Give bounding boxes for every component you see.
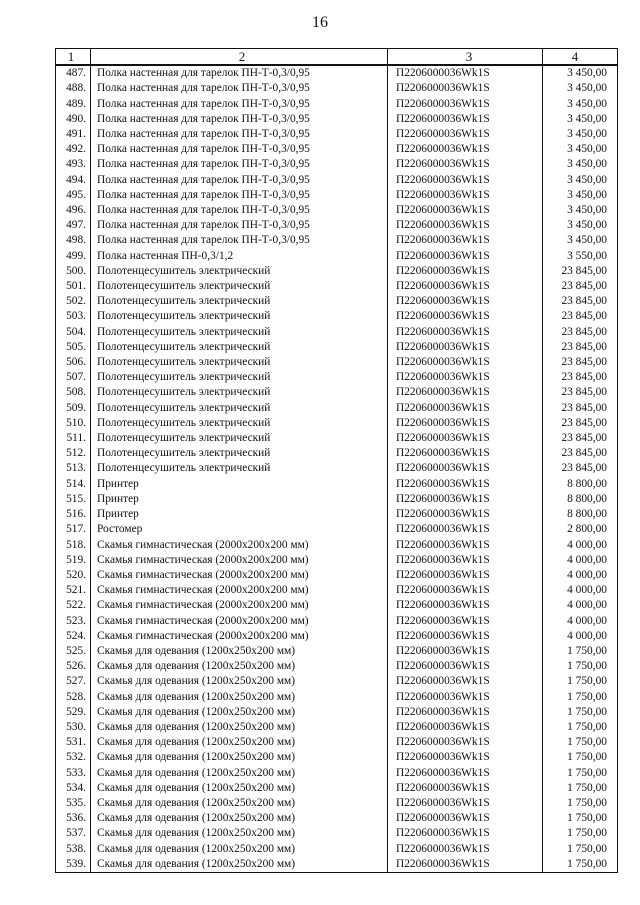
item-name: Полотенцесушитель электрический bbox=[91, 370, 388, 385]
inventory-code: П2206000036Wk1S bbox=[388, 279, 543, 294]
item-name: Полка настенная для тарелок ПН-Т-0,3/0,95 bbox=[91, 218, 388, 233]
table-row bbox=[56, 811, 618, 826]
table-row bbox=[56, 65, 618, 81]
inventory-code: П2206000036Wk1S bbox=[388, 659, 543, 674]
table-row bbox=[56, 309, 618, 324]
item-price: 23 845,00 bbox=[543, 279, 618, 294]
inventory-code: П2206000036Wk1S bbox=[388, 249, 543, 264]
item-price: 23 845,00 bbox=[543, 340, 618, 355]
inventory-code: П2206000036Wk1S bbox=[388, 750, 543, 765]
item-name: Полотенцесушитель электрический bbox=[91, 325, 388, 340]
item-name: Полка настенная для тарелок ПН-Т-0,3/0,95 bbox=[91, 142, 388, 157]
table-row bbox=[56, 766, 618, 781]
row-number: 519. bbox=[56, 553, 91, 568]
row-number: 534. bbox=[56, 781, 91, 796]
item-name: Полка настенная для тарелок ПН-Т-0,3/0,95 bbox=[91, 157, 388, 172]
row-number: 524. bbox=[56, 629, 91, 644]
table-row bbox=[56, 233, 618, 248]
row-number: 516. bbox=[56, 507, 91, 522]
row-number: 521. bbox=[56, 583, 91, 598]
item-name: Скамья для одевания (1200х250х200 мм) bbox=[91, 690, 388, 705]
item-name: Полка настенная для тарелок ПН-Т-0,3/0,95 bbox=[91, 81, 388, 96]
item-price: 1 750,00 bbox=[543, 811, 618, 826]
table-row bbox=[56, 112, 618, 127]
inventory-code: П2206000036Wk1S bbox=[388, 370, 543, 385]
item-name: Полка настенная для тарелок ПН-Т-0,3/0,95 bbox=[91, 203, 388, 218]
item-price: 3 550,00 bbox=[543, 249, 618, 264]
inventory-code: П2206000036Wk1S bbox=[388, 294, 543, 309]
item-price: 1 750,00 bbox=[543, 705, 618, 720]
table-row bbox=[56, 81, 618, 96]
inventory-code: П2206000036Wk1S bbox=[388, 538, 543, 553]
table-row bbox=[56, 826, 618, 841]
item-name: Скамья для одевания (1200х250х200 мм) bbox=[91, 720, 388, 735]
inventory-code: П2206000036Wk1S bbox=[388, 325, 543, 340]
table-row bbox=[56, 461, 618, 476]
item-name: Полотенцесушитель электрический bbox=[91, 309, 388, 324]
item-name: Скамья для одевания (1200х250х200 мм) bbox=[91, 811, 388, 826]
table-row bbox=[56, 659, 618, 674]
item-name: Принтер bbox=[91, 492, 388, 507]
item-name: Скамья гимнастическая (2000х200х200 мм) bbox=[91, 598, 388, 613]
row-number: 502. bbox=[56, 294, 91, 309]
item-name: Полотенцесушитель электрический bbox=[91, 461, 388, 476]
item-name: Скамья гимнастическая (2000х200х200 мм) bbox=[91, 538, 388, 553]
row-number: 492. bbox=[56, 142, 91, 157]
inventory-code: П2206000036Wk1S bbox=[388, 401, 543, 416]
item-price: 1 750,00 bbox=[543, 766, 618, 781]
table-row bbox=[56, 249, 618, 264]
inventory-code: П2206000036Wk1S bbox=[388, 340, 543, 355]
inventory-code: П2206000036Wk1S bbox=[388, 203, 543, 218]
item-name: Скамья гимнастическая (2000х200х200 мм) bbox=[91, 629, 388, 644]
item-name: Полотенцесушитель электрический bbox=[91, 446, 388, 461]
table-row bbox=[56, 796, 618, 811]
item-price: 23 845,00 bbox=[543, 446, 618, 461]
table-row bbox=[56, 127, 618, 142]
item-name: Ростомер bbox=[91, 522, 388, 537]
column-header-number: 1 bbox=[56, 49, 91, 66]
row-number: 523. bbox=[56, 614, 91, 629]
item-name: Скамья для одевания (1200х250х200 мм) bbox=[91, 750, 388, 765]
item-price: 1 750,00 bbox=[543, 735, 618, 750]
row-number: 535. bbox=[56, 796, 91, 811]
item-name: Принтер bbox=[91, 507, 388, 522]
row-number: 489. bbox=[56, 97, 91, 112]
row-number: 511. bbox=[56, 431, 91, 446]
item-name: Скамья для одевания (1200х250х200 мм) bbox=[91, 674, 388, 689]
row-number: 510. bbox=[56, 416, 91, 431]
inventory-code: П2206000036Wk1S bbox=[388, 857, 543, 873]
item-price: 1 750,00 bbox=[543, 796, 618, 811]
row-number: 528. bbox=[56, 690, 91, 705]
inventory-code: П2206000036Wk1S bbox=[388, 583, 543, 598]
table-row bbox=[56, 583, 618, 598]
table-row bbox=[56, 203, 618, 218]
table-row bbox=[56, 553, 618, 568]
row-number: 509. bbox=[56, 401, 91, 416]
item-name: Полка настенная для тарелок ПН-Т-0,3/0,95 bbox=[91, 65, 388, 81]
inventory-code: П2206000036Wk1S bbox=[388, 674, 543, 689]
table-row bbox=[56, 750, 618, 765]
row-number: 495. bbox=[56, 188, 91, 203]
item-name: Полотенцесушитель электрический bbox=[91, 279, 388, 294]
item-price: 1 750,00 bbox=[543, 720, 618, 735]
row-number: 522. bbox=[56, 598, 91, 613]
item-name: Полотенцесушитель электрический bbox=[91, 264, 388, 279]
row-number: 488. bbox=[56, 81, 91, 96]
table-row bbox=[56, 97, 618, 112]
inventory-code: П2206000036Wk1S bbox=[388, 705, 543, 720]
item-price: 4 000,00 bbox=[543, 538, 618, 553]
inventory-code: П2206000036Wk1S bbox=[388, 461, 543, 476]
item-price: 1 750,00 bbox=[543, 674, 618, 689]
row-number: 520. bbox=[56, 568, 91, 583]
inventory-code: П2206000036Wk1S bbox=[388, 218, 543, 233]
row-number: 496. bbox=[56, 203, 91, 218]
item-price: 23 845,00 bbox=[543, 401, 618, 416]
inventory-code: П2206000036Wk1S bbox=[388, 97, 543, 112]
item-price: 8 800,00 bbox=[543, 492, 618, 507]
inventory-code: П2206000036Wk1S bbox=[388, 112, 543, 127]
inventory-code: П2206000036Wk1S bbox=[388, 811, 543, 826]
item-price: 2 800,00 bbox=[543, 522, 618, 537]
table-row bbox=[56, 325, 618, 340]
item-price: 4 000,00 bbox=[543, 598, 618, 613]
table-row bbox=[56, 522, 618, 537]
item-price: 23 845,00 bbox=[543, 355, 618, 370]
table-row bbox=[56, 690, 618, 705]
table-row bbox=[56, 857, 618, 873]
item-price: 3 450,00 bbox=[543, 142, 618, 157]
table-row bbox=[56, 781, 618, 796]
item-name: Скамья для одевания (1200х250х200 мм) bbox=[91, 766, 388, 781]
inventory-code: П2206000036Wk1S bbox=[388, 416, 543, 431]
table-row bbox=[56, 507, 618, 522]
table-row bbox=[56, 842, 618, 857]
item-name: Скамья для одевания (1200х250х200 мм) bbox=[91, 781, 388, 796]
row-number: 530. bbox=[56, 720, 91, 735]
row-number: 491. bbox=[56, 127, 91, 142]
item-price: 1 750,00 bbox=[543, 690, 618, 705]
row-number: 518. bbox=[56, 538, 91, 553]
inventory-code: П2206000036Wk1S bbox=[388, 127, 543, 142]
inventory-code: П2206000036Wk1S bbox=[388, 188, 543, 203]
item-price: 1 750,00 bbox=[543, 644, 618, 659]
table-row bbox=[56, 644, 618, 659]
item-price: 3 450,00 bbox=[543, 188, 618, 203]
item-price: 3 450,00 bbox=[543, 65, 618, 81]
row-number: 526. bbox=[56, 659, 91, 674]
table-row bbox=[56, 735, 618, 750]
item-price: 1 750,00 bbox=[543, 781, 618, 796]
item-name: Скамья для одевания (1200х250х200 мм) bbox=[91, 659, 388, 674]
inventory-code: П2206000036Wk1S bbox=[388, 507, 543, 522]
inventory-code: П2206000036Wk1S bbox=[388, 431, 543, 446]
row-number: 525. bbox=[56, 644, 91, 659]
item-price: 3 450,00 bbox=[543, 203, 618, 218]
item-price: 4 000,00 bbox=[543, 614, 618, 629]
inventory-code: П2206000036Wk1S bbox=[388, 720, 543, 735]
table-row bbox=[56, 568, 618, 583]
item-price: 23 845,00 bbox=[543, 385, 618, 400]
item-name: Полотенцесушитель электрический bbox=[91, 385, 388, 400]
table-row bbox=[56, 492, 618, 507]
item-name: Скамья для одевания (1200х250х200 мм) bbox=[91, 735, 388, 750]
item-price: 4 000,00 bbox=[543, 583, 618, 598]
row-number: 508. bbox=[56, 385, 91, 400]
inventory-code: П2206000036Wk1S bbox=[388, 446, 543, 461]
row-number: 527. bbox=[56, 674, 91, 689]
table-row bbox=[56, 218, 618, 233]
item-name: Скамья гимнастическая (2000х200х200 мм) bbox=[91, 614, 388, 629]
inventory-code: П2206000036Wk1S bbox=[388, 826, 543, 841]
inventory-code: П2206000036Wk1S bbox=[388, 264, 543, 279]
table-row bbox=[56, 598, 618, 613]
item-price: 23 845,00 bbox=[543, 461, 618, 476]
row-number: 500. bbox=[56, 264, 91, 279]
table-row bbox=[56, 614, 618, 629]
inventory-code: П2206000036Wk1S bbox=[388, 233, 543, 248]
inventory-code: П2206000036Wk1S bbox=[388, 522, 543, 537]
item-price: 23 845,00 bbox=[543, 294, 618, 309]
row-number: 533. bbox=[56, 766, 91, 781]
item-price: 8 800,00 bbox=[543, 477, 618, 492]
item-price: 3 450,00 bbox=[543, 112, 618, 127]
item-name: Полотенцесушитель электрический bbox=[91, 355, 388, 370]
item-name: Скамья для одевания (1200х250х200 мм) bbox=[91, 826, 388, 841]
table-row bbox=[56, 431, 618, 446]
item-name: Полка настенная для тарелок ПН-Т-0,3/0,95 bbox=[91, 173, 388, 188]
item-price: 1 750,00 bbox=[543, 826, 618, 841]
table-row bbox=[56, 355, 618, 370]
item-name: Полотенцесушитель электрический bbox=[91, 294, 388, 309]
item-price: 1 750,00 bbox=[543, 842, 618, 857]
row-number: 513. bbox=[56, 461, 91, 476]
item-name: Полка настенная для тарелок ПН-Т-0,3/0,95 bbox=[91, 233, 388, 248]
row-number: 507. bbox=[56, 370, 91, 385]
item-price: 4 000,00 bbox=[543, 553, 618, 568]
item-name: Скамья гимнастическая (2000х200х200 мм) bbox=[91, 583, 388, 598]
item-price: 4 000,00 bbox=[543, 568, 618, 583]
item-name: Скамья для одевания (1200х250х200 мм) bbox=[91, 796, 388, 811]
table-row bbox=[56, 705, 618, 720]
column-header-code: 3 bbox=[388, 49, 543, 66]
table-row bbox=[56, 157, 618, 172]
inventory-code: П2206000036Wk1S bbox=[388, 157, 543, 172]
item-name: Скамья для одевания (1200х250х200 мм) bbox=[91, 644, 388, 659]
inventory-code: П2206000036Wk1S bbox=[388, 842, 543, 857]
inventory-table bbox=[55, 48, 618, 873]
inventory-code: П2206000036Wk1S bbox=[388, 796, 543, 811]
row-number: 529. bbox=[56, 705, 91, 720]
item-name: Скамья гимнастическая (2000х200х200 мм) bbox=[91, 553, 388, 568]
table-row bbox=[56, 173, 618, 188]
item-name: Полотенцесушитель электрический bbox=[91, 431, 388, 446]
inventory-code: П2206000036Wk1S bbox=[388, 781, 543, 796]
item-name: Полотенцесушитель электрический bbox=[91, 401, 388, 416]
table-row bbox=[56, 720, 618, 735]
inventory-code: П2206000036Wk1S bbox=[388, 690, 543, 705]
item-name: Полка настенная для тарелок ПН-Т-0,3/0,95 bbox=[91, 188, 388, 203]
table-row bbox=[56, 629, 618, 644]
inventory-code: П2206000036Wk1S bbox=[388, 766, 543, 781]
table-row bbox=[56, 538, 618, 553]
row-number: 505. bbox=[56, 340, 91, 355]
table-row bbox=[56, 370, 618, 385]
item-price: 23 845,00 bbox=[543, 431, 618, 446]
row-number: 539. bbox=[56, 857, 91, 873]
table-row bbox=[56, 264, 618, 279]
item-price: 8 800,00 bbox=[543, 507, 618, 522]
inventory-code: П2206000036Wk1S bbox=[388, 173, 543, 188]
page-number: 16 bbox=[312, 14, 328, 31]
item-price: 3 450,00 bbox=[543, 81, 618, 96]
item-price: 23 845,00 bbox=[543, 264, 618, 279]
item-price: 23 845,00 bbox=[543, 416, 618, 431]
item-price: 3 450,00 bbox=[543, 233, 618, 248]
row-number: 531. bbox=[56, 735, 91, 750]
table-row bbox=[56, 674, 618, 689]
item-price: 3 450,00 bbox=[543, 218, 618, 233]
table-row bbox=[56, 385, 618, 400]
item-price: 3 450,00 bbox=[543, 127, 618, 142]
inventory-code: П2206000036Wk1S bbox=[388, 735, 543, 750]
row-number: 512. bbox=[56, 446, 91, 461]
inventory-code: П2206000036Wk1S bbox=[388, 477, 543, 492]
item-name: Полотенцесушитель электрический bbox=[91, 340, 388, 355]
inventory-code: П2206000036Wk1S bbox=[388, 598, 543, 613]
item-name: Полотенцесушитель электрический bbox=[91, 416, 388, 431]
row-number: 487. bbox=[56, 65, 91, 81]
inventory-code: П2206000036Wk1S bbox=[388, 65, 543, 81]
table-row bbox=[56, 477, 618, 492]
row-number: 493. bbox=[56, 157, 91, 172]
row-number: 514. bbox=[56, 477, 91, 492]
table-row bbox=[56, 279, 618, 294]
table-row bbox=[56, 340, 618, 355]
row-number: 532. bbox=[56, 750, 91, 765]
inventory-code: П2206000036Wk1S bbox=[388, 492, 543, 507]
inventory-code: П2206000036Wk1S bbox=[388, 568, 543, 583]
row-number: 506. bbox=[56, 355, 91, 370]
item-name: Полка настенная ПН-0,3/1,2 bbox=[91, 249, 388, 264]
item-name: Скамья гимнастическая (2000х200х200 мм) bbox=[91, 568, 388, 583]
item-price: 3 450,00 bbox=[543, 97, 618, 112]
inventory-code: П2206000036Wk1S bbox=[388, 355, 543, 370]
inventory-code: П2206000036Wk1S bbox=[388, 614, 543, 629]
table-row bbox=[56, 401, 618, 416]
inventory-code: П2206000036Wk1S bbox=[388, 629, 543, 644]
item-price: 1 750,00 bbox=[543, 659, 618, 674]
item-price: 23 845,00 bbox=[543, 370, 618, 385]
item-price: 4 000,00 bbox=[543, 629, 618, 644]
item-price: 23 845,00 bbox=[543, 325, 618, 340]
inventory-code: П2206000036Wk1S bbox=[388, 81, 543, 96]
item-name: Принтер bbox=[91, 477, 388, 492]
row-number: 501. bbox=[56, 279, 91, 294]
inventory-code: П2206000036Wk1S bbox=[388, 644, 543, 659]
row-number: 517. bbox=[56, 522, 91, 537]
row-number: 504. bbox=[56, 325, 91, 340]
item-price: 1 750,00 bbox=[543, 750, 618, 765]
row-number: 503. bbox=[56, 309, 91, 324]
row-number: 536. bbox=[56, 811, 91, 826]
table-row bbox=[56, 294, 618, 309]
item-name: Скамья для одевания (1200х250х200 мм) bbox=[91, 705, 388, 720]
row-number: 497. bbox=[56, 218, 91, 233]
inventory-code: П2206000036Wk1S bbox=[388, 309, 543, 324]
table-row bbox=[56, 416, 618, 431]
item-price: 3 450,00 bbox=[543, 173, 618, 188]
table-body bbox=[56, 65, 618, 872]
table-row bbox=[56, 142, 618, 157]
column-header-price: 4 bbox=[543, 49, 618, 66]
row-number: 490. bbox=[56, 112, 91, 127]
row-number: 537. bbox=[56, 826, 91, 841]
item-name: Скамья для одевания (1200х250х200 мм) bbox=[91, 842, 388, 857]
row-number: 498. bbox=[56, 233, 91, 248]
table-header-row bbox=[56, 49, 618, 66]
inventory-code: П2206000036Wk1S bbox=[388, 142, 543, 157]
inventory-code: П2206000036Wk1S bbox=[388, 385, 543, 400]
item-price: 3 450,00 bbox=[543, 157, 618, 172]
row-number: 494. bbox=[56, 173, 91, 188]
inventory-code: П2206000036Wk1S bbox=[388, 553, 543, 568]
item-price: 23 845,00 bbox=[543, 309, 618, 324]
table-row bbox=[56, 446, 618, 461]
table-row bbox=[56, 188, 618, 203]
item-name: Скамья для одевания (1200х250х200 мм) bbox=[91, 857, 388, 873]
item-price: 1 750,00 bbox=[543, 857, 618, 873]
item-name: Полка настенная для тарелок ПН-Т-0,3/0,95 bbox=[91, 112, 388, 127]
item-name: Полка настенная для тарелок ПН-Т-0,3/0,95 bbox=[91, 97, 388, 112]
row-number: 515. bbox=[56, 492, 91, 507]
row-number: 538. bbox=[56, 842, 91, 857]
item-name: Полка настенная для тарелок ПН-Т-0,3/0,95 bbox=[91, 127, 388, 142]
row-number: 499. bbox=[56, 249, 91, 264]
column-header-name: 2 bbox=[91, 49, 388, 66]
